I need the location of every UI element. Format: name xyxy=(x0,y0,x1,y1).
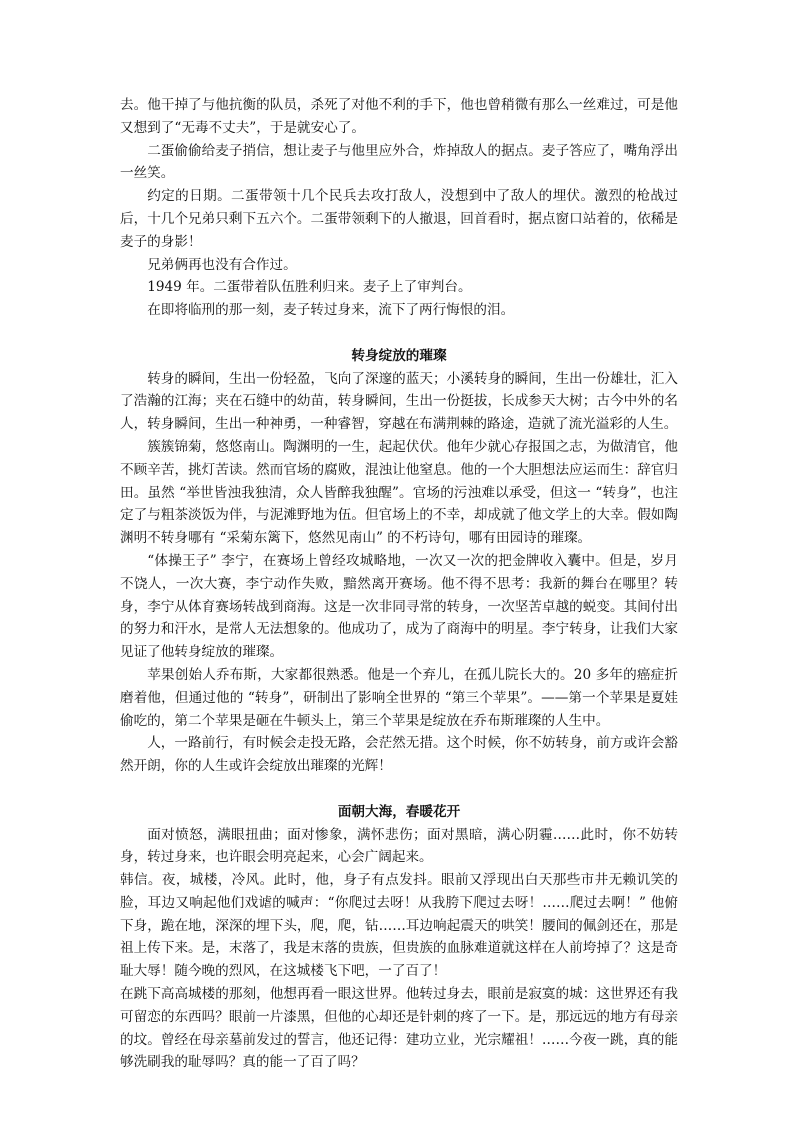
section-spacer xyxy=(120,322,678,345)
essay-title-2: 面朝大海，春暖花开 xyxy=(337,803,461,820)
story-paragraph-6: 在即将临刑的那一刻，麦子转过身来，流下了两行悔恨的泪。 xyxy=(147,302,515,319)
essay1-paragraph-3: “体操王子” 李宁，在赛场上曾经攻城略地，一次又一次的把金牌收入囊中。但是，岁月不饶人，一次大赛，李宁动作失败，黯然离开赛场。他不得不思考：我新的舞台在哪里？转身，李宁从体育赛场转战到商海。这是一次非同寻常的转身，一次坚苦卓越的蜕变。其间付出的努力和汗水，是常人无法想象的。他成功了，成为了商海中的明星。李宁转身，让我们大家见证了他转身绽放的璀璨。 xyxy=(120,552,678,661)
document-page xyxy=(120,94,678,1074)
essay1-paragraph-4: 苹果创始人乔布斯，大家都很熟悉。他是一个弃儿，在孤儿院长大的。20 多年的癌症折磨着他，但通过他的 “转身”，研制出了影响全世界的 “第三个苹果”。——第一个苹果是夏娃偷吃的，第二个苹果是砸在牛顿头上，第三个苹果是绽放在乔布斯璀璨的人生中。 xyxy=(120,666,678,729)
essay2-paragraph-2: 在跳下高高城楼的那刻，他想再看一眼这世界。他转过身去，眼前是寂寞的城：这世界还有我可留恋的东西吗？眼前一片漆黑，但他的心却还是针刺的疼了一下。是，那远远的地方有母亲的坟。曾经在母亲墓前发过的誓言，他还记得：建功立业，光宗耀祖！……今夜一跳，真的能够洗刷我的耻辱吗？真的能一了百了吗？ xyxy=(120,986,678,1071)
essay2-intro: 面对愤怒，满眼扭曲；面对惨象，满怀悲伤；面对黑暗，满心阴霾……此时，你不妨转身，转过身来，也许眼会明亮起来，心会广阔起来。 xyxy=(120,826,678,866)
essay2-paragraph-1: 韩信。夜，城楼，冷风。此时，他，身子有点发抖。眼前又浮现出白天那些市井无赖讥笑的脸，耳边又响起他们戏谑的喊声：“你爬过去呀！从我胯下爬过去呀！……爬过去啊！” 他俯下身，跪在地，深深的埋下头，爬，爬，钻……耳边响起震天的哄笑！腰间的佩剑还在，那是祖上传下来。是，末落了，我是末落的贵族，但贵族的血脉难道就这样在人前垮掉了？这是奇耻大辱！随今晚的烈风，在这城楼飞下吧，一了百了！ xyxy=(120,872,678,980)
section-spacer xyxy=(120,778,678,801)
essay-title-1: 转身绽放的璀璨 xyxy=(351,347,447,364)
essay1-paragraph-5: 人，一路前行，有时候会走投无路，会茫然无措。这个时候，你不妨转身，前方或许会豁然开朗，你的人生或许会绽放出璀璨的光辉！ xyxy=(120,735,678,775)
story-paragraph-5: 1949 年。二蛋带着队伍胜利归来。麦子上了审判台。 xyxy=(147,279,472,296)
essay1-paragraph-1: 转身的瞬间，生出一份轻盈，飞向了深邃的蓝天；小溪转身的瞬间，生出一份雄壮，汇入了浩瀚的江海；夹在石缝中的幼苗，转身瞬间，生出一份挺拔，长成参天大树；古今中外的名人，转身瞬间，生出一种神勇，一种睿智，穿越在布满荆棘的路途，造就了流光溢彩的人生。 xyxy=(120,370,678,433)
story-paragraph-3: 约定的日期。二蛋带领十几个民兵去攻打敌人，没想到中了敌人的埋伏。激烈的枪战过后，十几个兄弟只剩下五六个。二蛋带领剩下的人撤退，回首看时，据点窗口站着的，依稀是麦子的身影！ xyxy=(120,188,678,250)
story-paragraph-1: 去。他干掉了与他抗衡的队员，杀死了对他不利的手下，他也曾稍微有那么一丝难过，可是他又想到了“无毒不丈夫”，于是就安心了。 xyxy=(120,97,678,136)
story-paragraph-4: 兄弟俩再也没有合作过。 xyxy=(147,256,297,273)
story-paragraph-2: 二蛋偷偷给麦子捎信，想让麦子与他里应外合，炸掉敌人的据点。麦子答应了，嘴角浮出一丝笑。 xyxy=(120,142,678,182)
essay1-paragraph-2: 簇簇锦菊，悠悠南山。陶渊明的一生，起起伏伏。他年少就心存报国之志，为做清官，他不顾辛苦，挑灯苦读。然而官场的腐败，混浊让他窒息。他的一个大胆想法应运而生：辞官归田。虽然 “举世皆浊我独清，众人皆醉我独醒”。官场的污浊难以承受，但这一 “转身”，也注定了与粗茶淡饭为伴，与泥滩野地为伍。但官场上的不幸，却成就了他文学上的大幸。假如陶渊明不转身哪有 “采菊东篱下，悠然见南山” 的不朽诗句，哪有田园诗的璀璨。 xyxy=(120,438,678,547)
